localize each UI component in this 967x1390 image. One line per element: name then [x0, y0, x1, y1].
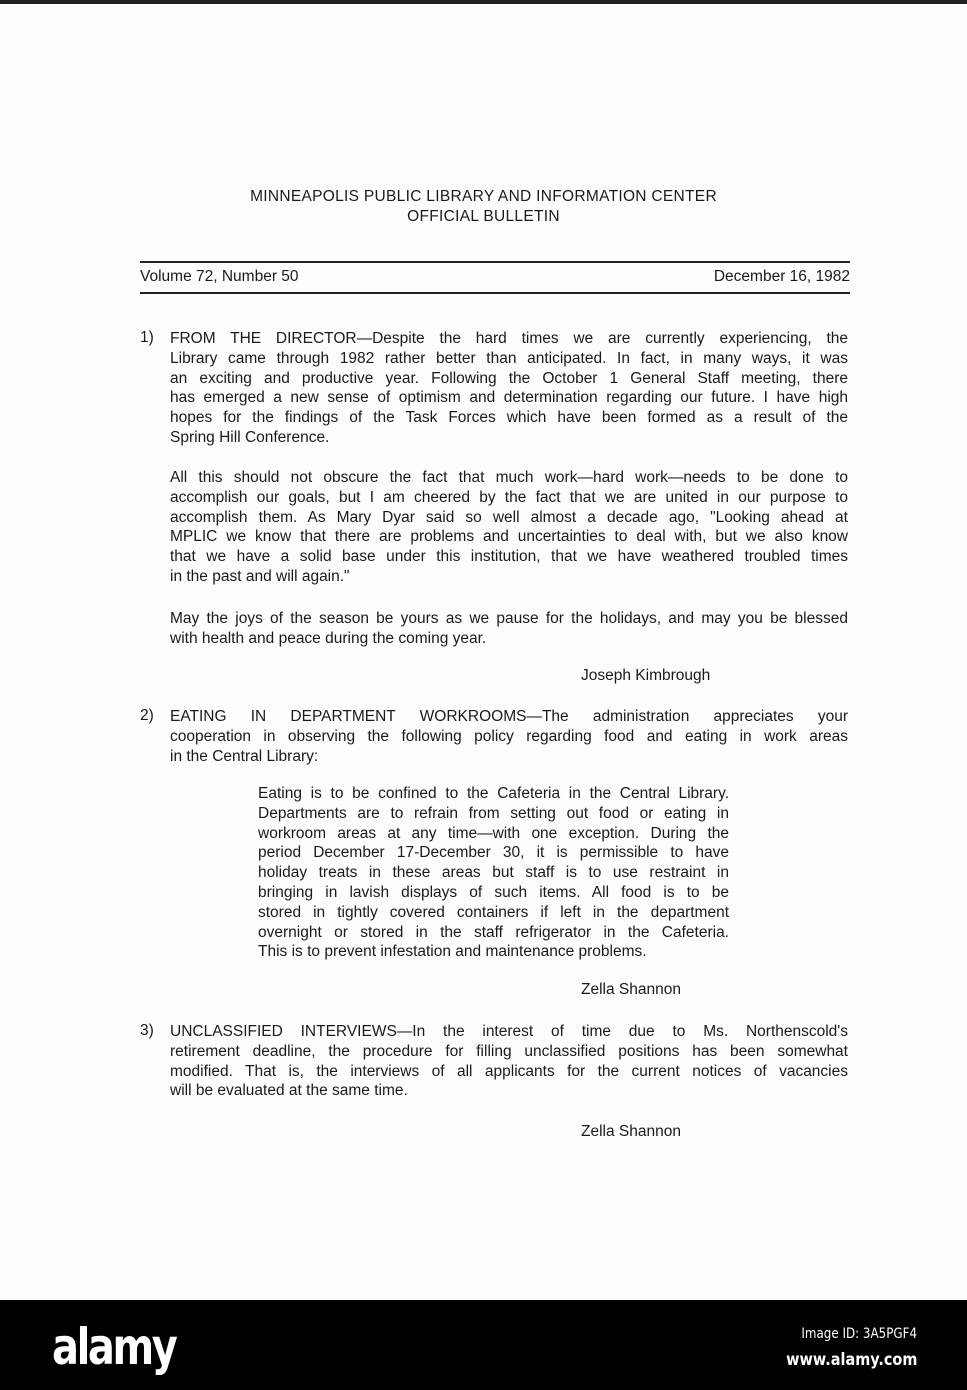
text-line: will be evaluated at the same time.	[170, 1082, 408, 1100]
paragraph	[170, 609, 848, 649]
paragraph	[170, 1022, 848, 1101]
paragraph	[170, 468, 848, 587]
text-line: period December 17-December 30, it is permissible to have	[258, 844, 729, 862]
policy-quote	[258, 784, 729, 962]
item-number: 2)	[140, 707, 154, 724]
bulletin-title: MINNEAPOLIS PUBLIC LIBRARY AND INFORMATION CENTER	[250, 188, 717, 205]
watermark-banner	[0, 1300, 967, 1390]
divider	[140, 261, 850, 263]
text-line: Library came through 1982 rather better than anticipated. In fact, in many ways, it was	[170, 349, 848, 367]
paragraph	[170, 707, 848, 766]
text-line: May the joys of the season be yours as we pause for the holidays, and may you be blessed	[170, 610, 848, 627]
divider	[140, 292, 850, 294]
alamy-logo: alamy	[52, 1318, 176, 1376]
text-line: with health and peace during the coming year.	[170, 629, 487, 647]
text-line: MPLIC we know that there are problems and uncertainties to deal with, but we also know	[170, 528, 848, 546]
item-number: 3)	[140, 1022, 154, 1039]
text-line: in the past and will again."	[170, 567, 350, 585]
text-line: FROM THE DIRECTOR—Despite the hard times we are currently experiencing, the	[170, 330, 848, 347]
bulletin-subtitle: OFFICIAL BULLETIN	[407, 208, 560, 225]
text-line: bringing in lavish displays of such items. All food is to be	[258, 883, 729, 901]
text-line: retirement deadline, the procedure for filling unclassified positions has been somewhat	[170, 1042, 848, 1060]
text-line: accomplish them. As Mary Dyar said so well almost a decade ago, "Looking ahead at	[170, 508, 848, 526]
signature: Zella Shannon	[581, 1123, 681, 1140]
text-line: Eating is to be confined to the Cafeteria in the Central Library.	[258, 785, 729, 802]
text-line: All this should not obscure the fact that much work—hard work—needs to be done to	[170, 469, 848, 486]
text-line: workroom areas at any time—with one exception. During the	[258, 824, 729, 842]
text-line: accomplish our goals, but I am cheered by the fact that we are united in our purpose to	[170, 488, 848, 506]
text-line: an exciting and productive year. Following the October 1 General Staff meeting, there	[170, 369, 848, 387]
text-line: modified. That is, the interviews of all applicants for the current notices of vacancies	[170, 1062, 848, 1080]
text-line: hopes for the findings of the Task Forces which have been formed as a result of the	[170, 409, 848, 427]
text-line: EATING IN DEPARTMENT WORKROOMS—The administration appreciates your	[170, 708, 848, 725]
signature: Joseph Kimbrough	[581, 667, 711, 684]
watermark-url: www.alamy.com	[785, 1350, 917, 1370]
text-line: overnight or stored in the staff refrigerator in the Cafeteria.	[258, 923, 729, 941]
text-line: Spring Hill Conference.	[170, 428, 330, 446]
item-number: 1)	[140, 329, 154, 346]
volume-number: Volume 72, Number 50	[140, 268, 299, 285]
image-id: Image ID: 3A5PGF4	[801, 1326, 917, 1342]
text-line: This is to prevent infestation and maintenance problems.	[258, 943, 647, 961]
text-line: cooperation in observing the following policy regarding food and eating in work areas	[170, 727, 848, 745]
text-line: in the Central Library:	[170, 747, 319, 765]
text-line: Departments are to refrain from setting out food or eating in	[258, 804, 729, 822]
text-line: has emerged a new sense of optimism and determination regarding our future. I have high	[170, 389, 848, 407]
top-border	[0, 0, 967, 4]
paragraph	[170, 329, 848, 448]
issue-date: December 16, 1982	[713, 268, 850, 285]
text-line: holiday treats in these areas but staff is to use restraint in	[258, 864, 729, 882]
text-line: that we have a solid base under this institution, that we have weathered troubled times	[170, 548, 848, 566]
signature: Zella Shannon	[581, 981, 681, 998]
text-line: UNCLASSIFIED INTERVIEWS—In the interest of time due to Ms. Northenscold's	[170, 1023, 848, 1040]
text-line: stored in tightly covered containers if left in the department	[258, 903, 729, 921]
